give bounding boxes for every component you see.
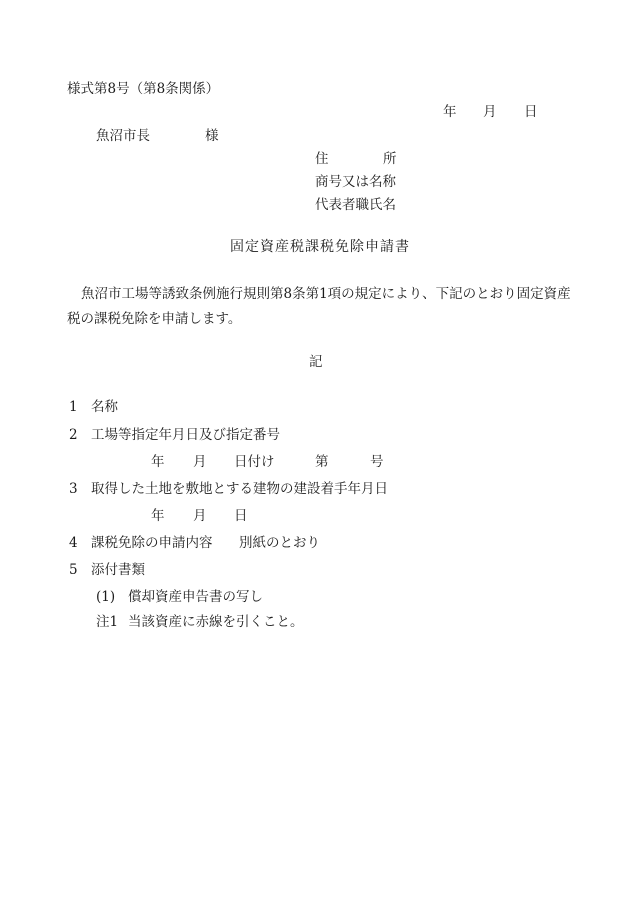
note-label: 注1: [96, 614, 119, 630]
address-label-1: 住: [315, 151, 329, 167]
item-label-1: 名称: [91, 399, 118, 415]
item-number-4: 4: [69, 535, 78, 551]
item-number-3: 3: [69, 481, 78, 497]
addressee-name: 魚沼市長: [96, 128, 150, 144]
address-label-2: 所: [383, 151, 397, 167]
item2-go: 号: [370, 454, 384, 470]
document-title: 固定資産税課税免除申請書: [230, 239, 410, 255]
item-label-2: 工場等指定年月日及び指定番号: [91, 427, 280, 443]
item-number-5: 5: [69, 562, 78, 578]
item2-year: 年: [151, 454, 165, 470]
representative-label: 代表者職氏名: [315, 197, 396, 213]
item3-day: 日: [234, 508, 248, 524]
item2-month: 月: [193, 454, 207, 470]
header-date-month: 月: [483, 104, 497, 120]
item-label-3: 取得した土地を敷地とする建物の建設着手年月日: [91, 481, 388, 497]
item3-year: 年: [151, 508, 165, 524]
item3-month: 月: [193, 508, 207, 524]
item-number-1: 1: [69, 399, 78, 415]
item-label-4: 課税免除の申請内容: [91, 535, 213, 551]
item-label-5: 添付書類: [91, 562, 145, 578]
attachment-text: 償却資産申告書の写し: [128, 589, 263, 605]
note-text: 当該資産に赤線を引くこと。: [128, 614, 304, 630]
body-text: 魚沼市工場等誘致条例施行規則第8条第1項の規定により、下記のとおり固定資産税の課税免除を申請します。: [67, 286, 571, 327]
attachment-number: (1): [96, 589, 116, 605]
item2-dai: 第: [315, 454, 329, 470]
trade-name-label: 商号又は名称: [315, 174, 396, 190]
item-number-2: 2: [69, 427, 78, 443]
ki-heading: 記: [309, 354, 323, 370]
header-date-day: 日: [524, 104, 538, 120]
form-number: 様式第8号（第8条関係）: [67, 81, 220, 97]
item-value-4: 別紙のとおり: [239, 535, 320, 551]
header-date-year: 年: [443, 104, 457, 120]
body-paragraph: [67, 282, 577, 332]
addressee-honorific: 様: [205, 128, 219, 144]
item2-date-suffix: 日付け: [234, 454, 275, 470]
